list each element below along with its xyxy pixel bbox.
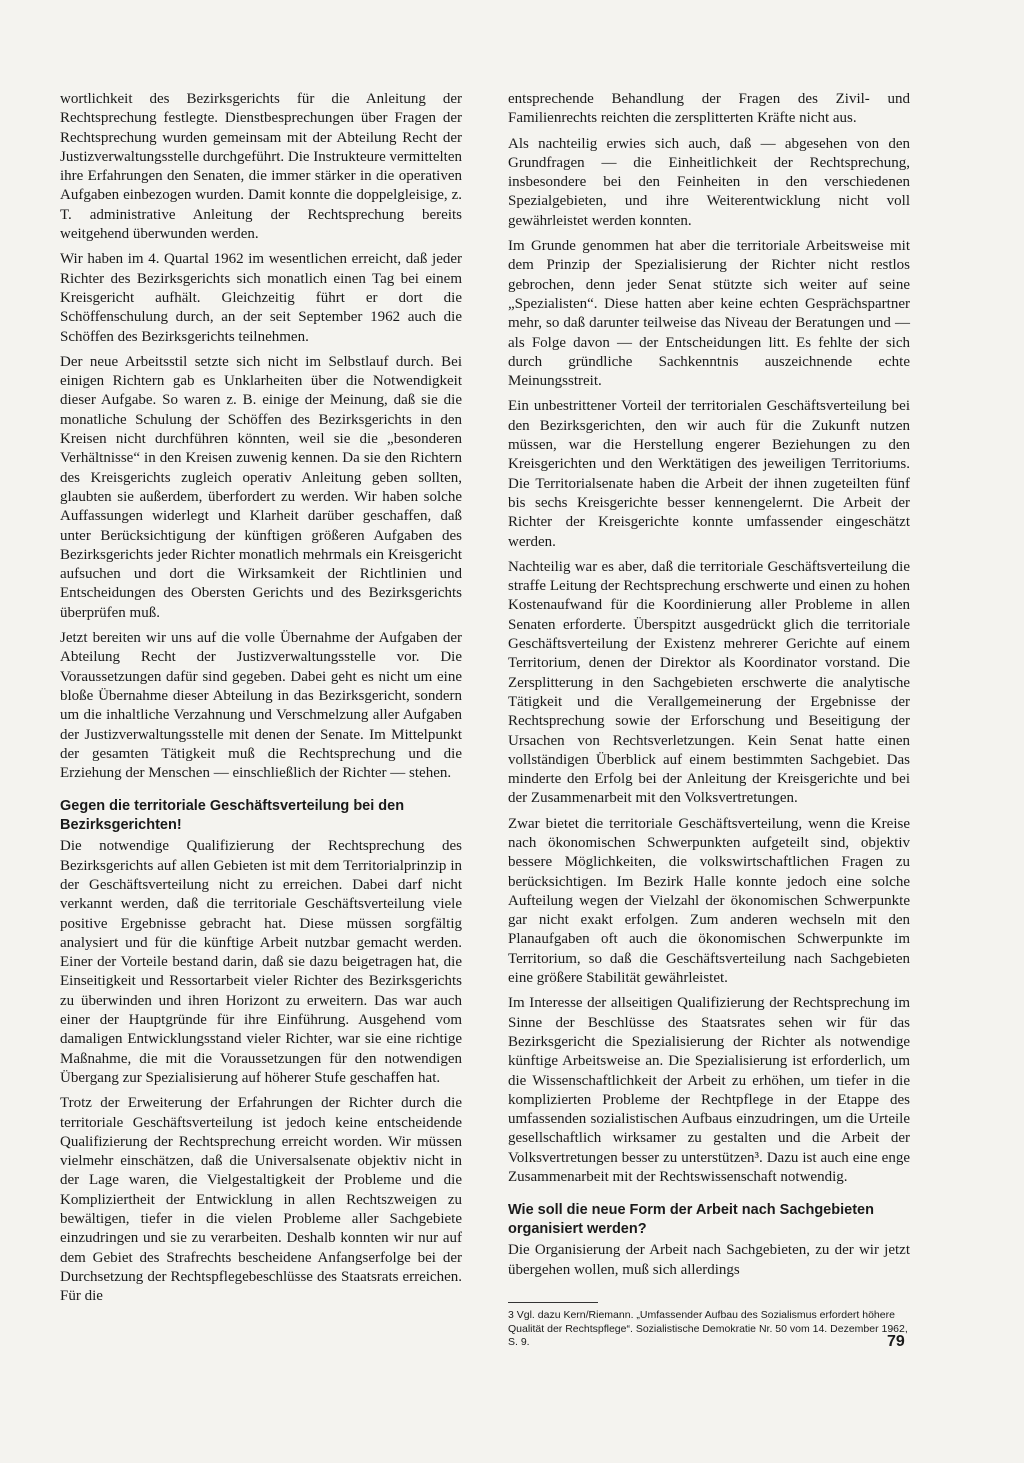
left-column [60,90,462,1313]
paragraph: Ein unbestrittener Vorteil der territorialen Geschäftsverteilung bei den Bezirksgerichten, den wir auch für die Zukunft nutzen müssen, war die Herstellung engerer Beziehungen zu den Kreisgerichten und den Werktätigen des jeweiligen Territoriums. Die Territorialsenate haben die Arbeit der ihnen zugeteilten fünf bis sechs Kreisgerichte besser kennengelernt. Die Arbeit der Richter der Kreisgerichte konnte umfassender eingeschätzt werden. [508,398,910,550]
paragraph: Als nachteilig erwies sich auch, daß — abgesehen von den Grundfragen — die Einheitlichkeit der Rechtsprechung, insbesondere bei den Feinheiten in den verschiedenen Spezialgebieten, und ihre Weiterentwicklung nicht voll gewährleistet werden konnten. [508,135,910,229]
paragraph: Trotz der Erweiterung der Erfahrungen der Richter durch die territoriale Geschäftsverteilung ist jedoch keine entscheidende Qualifizierung der Rechtsprechung erreicht worden. Wir müssen vielmehr einschätzen, daß die Universalsenate objektiv nicht in der Lage waren, die Vielgestaltigkeit der Probleme und die Kompliziertheit der Entwicklung in allen Rechtszweigen zu bewältigen, tiefer in die vielen Probleme aller Sachgebiete einzudringen und sie zu verarbeiten. Deshalb konnten wir nur auf dem Gebiet des Strafrechts bescheidene Anfangserfolge bei der Durchsetzung der Rechtspflegebeschlüsse des Staatsrats erreichen. Für die [60,1095,462,1305]
paragraph: Im Grunde genommen hat aber die territoriale Arbeitsweise mit dem Prinzip der Spezialisierung der Richter nicht restlos gebrochen, denn jeder Senat stützte sich weiter auf seine „Spezialisten“. Diese hatten aber keine echten Gesprächspartner mehr, so daß darunter teilweise das Niveau der Beratungen und — als Folge davon — der Entscheidungen litt. Es fehlte der sich durch gründliche Sachkenntnis auszeichnende echte Meinungsstreit. [508,238,910,390]
page-number: 79 [887,1333,905,1350]
section-heading: Gegen die territoriale Geschäftsverteilung bei den Bezirksgerichten! [60,798,405,834]
right-column [508,90,910,1286]
paragraph: Jetzt bereiten wir uns auf die volle Übernahme der Aufgaben der Abteilung Recht der Justizverwaltungsstelle vor. Die Voraussetzungen dafür sind gegeben. Dabei geht es nicht um eine bloße Übernahme dieser Abteilung in das Bezirksgericht, sondern um die inhaltliche Verzahnung und Verschmelzung aller Aufgaben der Justizverwaltungsstelle mit denen der Senate. Im Mittelpunkt der gesamten Tätigkeit muß die Rechtsprechung und die Erziehung der Menschen — einschließlich der Richter — stehen. [60,630,462,782]
paragraph: Der neue Arbeitsstil setzte sich nicht im Selbstlauf durch. Bei einigen Richtern gab es Unklarheiten über die Notwendigkeit dieser Aufgabe. So waren z. B. einige der Meinung, daß sie die monatliche Schulung der Schöffen des Bezirksgerichts in den Kreisen nicht durchführen könnten, weil sie die „besonderen Verhältnisse“ in den Kreisen zuwenig kennen. Da sie den Richtern des Kreisgerichts zugleich operativ Anleitung geben sollten, glaubten sie außerdem, überfordert zu werden. Wir haben solche Auffassungen widerlegt und Klarheit darüber geschaffen, daß unter Berücksichtigung der künftigen größeren Aufgaben des Bezirksgerichts jeder Richter monatlich mehrmals ein Kreisgericht aufsuchen und dort die Wirksamkeit der Richtlinien und Entscheidungen des Obersten Gerichts und des Bezirksgerichts überprüfen muß. [60,353,462,621]
footnote-divider [508,1302,598,1303]
footnote: 3 Vgl. dazu Kern/Riemann. „Umfassender Aufbau des Sozialismus erfordert höhere Qualität der Rechtspflege“. Sozialistische Demokratie Nr. 50 vom 14. Dezember 1962, S. 9. [508,1309,908,1348]
paragraph: wortlichkeit des Bezirksgerichts für die Anleitung der Rechtsprechung festlegte. Dienstbesprechungen über Fragen der Rechtsprechung wurden gemeinsam mit der Abteilung Recht der Justizverwaltungsstelle durchgeführt. Die Instrukteure vermittelten ihre Erfahrungen den Senaten, die immer stärker in die operativen Aufgaben einbezogen wurden. Damit konnte die doppelgleisige, z. T. administrative Anleitung der Rechtsprechung bereits weitgehend überwunden werden. [60,91,462,243]
paragraph: Im Interesse der allseitigen Qualifizierung der Rechtsprechung im Sinne der Beschlüsse des Staatsrates sehen wir für das Bezirksgericht die Spezialisierung der Richter als notwendige künftige Arbeitsweise an. Die Spezialisierung ist erforderlich, um die Wissenschaftlichkeit der Arbeit zu erhöhen, um tiefer in die komplizierten Probleme der Rechtpflege in der Etappe des umfassenden sozialistischen Aufbaus einzudringen, um die Urteile gesellschaftlich wirksamer zu gestalten und die Arbeit der Volksvertretungen besser zu unterstützen³. Dazu ist auch eine enge Zusammenarbeit mit der Rechtswissenschaft notwendig. [508,995,910,1186]
paragraph: Wir haben im 4. Quartal 1962 im wesentlichen erreicht, daß jeder Richter des Bezirksgerichts sich monatlich einen Tag bei einem Kreisgericht aufhält. Gleichzeitig führt er dort die Schöffenschulung durch, an der seit September 1962 auch die Schöffen des Bezirksgerichts teilnehmen. [60,251,462,345]
paragraph: entsprechende Behandlung der Fragen des Zivil- und Familienrechts reichten die zersplitterten Kräfte nicht aus. [508,91,910,127]
paragraph: Die notwendige Qualifizierung der Rechtsprechung des Bezirksgerichts auf allen Gebieten ist mit dem Territorialprinzip in der Geschäftsverteilung nicht zu erreichen. Dabei darf nicht verkannt werden, daß die territoriale Geschäftsverteilung viele positive Ergebnisse gebracht hat. Diese müssen sorgfältig analysiert und für die künftige Arbeit nutzbar gemacht werden. Einer der Vorteile bestand darin, daß sie dazu beigetragen hat, die Einseitigkeit und Ressortarbeit vieler Richter des Bezirksgerichts zu überwinden und ihren Horizont zu erweitern. Das war auch einer der Hauptgründe für ihre Einführung. Ausgehend vom damaligen Entwicklungsstand vieler Richter, war sie eine richtige Maßnahme, die mit die Voraussetzungen für den notwendigen Übergang zur Spezialisierung auf höherer Stufe geschaffen hat. [60,838,462,1086]
section-heading: Wie soll die neue Form der Arbeit nach Sachgebieten organisiert werden? [508,1202,874,1238]
paragraph: Zwar bietet die territoriale Geschäftsverteilung, wenn die Kreise nach ökonomischen Schwerpunkten aufgeteilt sind, objektiv bessere Möglichkeiten, die volkswirtschaftlichen Fragen zu berücksichtigen. Im Bezirk Halle konnte jedoch eine solche Aufteilung wegen der Vielzahl der ökonomischen Schwerpunkte gar nicht exakt erfolgen. Zum anderen wechseln mit den Planaufgaben oft auch die ökonomischen Schwerpunkte im Territorium, so daß die Geschäftsverteilung nach Sachgebieten eine größere Stabilität gewährleistet. [508,815,910,987]
paragraph: Nachteilig war es aber, daß die territoriale Geschäftsverteilung die straffe Leitung der Rechtsprechung erschwerte und einen zu hohen Kostenaufwand für die Koordinierung aller Probleme in allen Senaten erforderte. Überspitzt ausgedrückt glich die territoriale Geschäftsverteilung der Existenz mehrerer Gerichte auf einem Territorium, denen der Direktor als Koordinator vorstand. Die Zersplitterung in den Sachgebieten erschwerte die analytische Tätigkeit und die Verallgemeinerung der Ergebnisse der Rechtsprechung sowie der Erforschung und Beseitigung der Ursachen von Rechtsverletzungen. Kein Senat hatte einen vollständigen Überblick auf einem bestimmten Sachgebiet. Das minderte den Erfolg bei der Anleitung der Kreisgerichte und bei der Zusammenarbeit mit den Volksvertretungen. [508,558,910,807]
paragraph: Die Organisierung der Arbeit nach Sachgebieten, zu der wir jetzt übergehen wollen, muß sich allerdings [508,1242,910,1278]
